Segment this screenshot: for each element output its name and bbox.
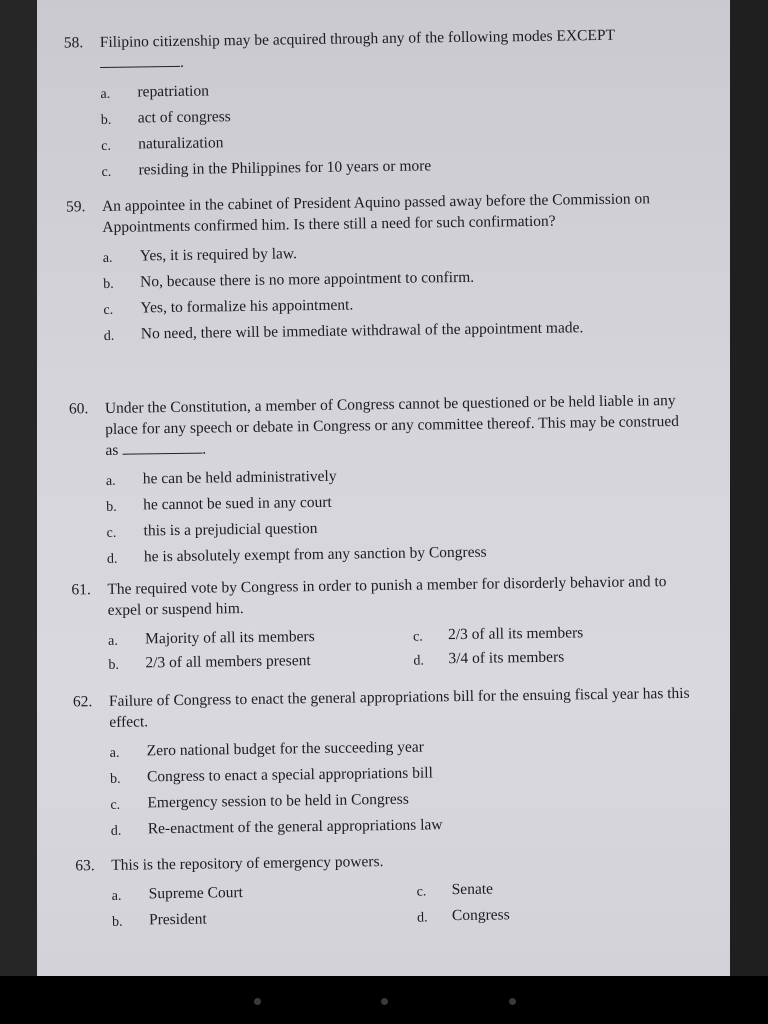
recents-dot-icon[interactable] xyxy=(509,998,516,1005)
option-text: repatriation xyxy=(137,82,210,101)
question-58 xyxy=(64,24,686,187)
option-text: naturalization xyxy=(138,134,224,153)
question-text: Under the Constitution, a member of Congress cannot be questioned or be held liable in any place for any speech or debate in Congress or any committee thereof. This may be construed as . xyxy=(104,391,680,459)
option-text: 3/4 of its members xyxy=(448,648,565,668)
option-letter: b. xyxy=(108,657,120,673)
answer-blank xyxy=(100,54,180,68)
option-letter: a. xyxy=(105,473,116,489)
option-text: Congress xyxy=(451,906,510,925)
option-letter: d. xyxy=(416,910,428,926)
option-letter: a. xyxy=(108,633,118,649)
option-letter: b. xyxy=(109,771,121,787)
option-letter: a. xyxy=(111,888,122,904)
option-text: Yes, to formalize his appointment. xyxy=(140,296,354,317)
option-text: Re-enactment of the general appropriations law xyxy=(147,816,443,838)
option-letter: b. xyxy=(111,914,123,930)
question-number: 61. xyxy=(71,581,91,599)
option-text: residing in the Philippines for 10 years or more xyxy=(138,157,432,179)
left-frame xyxy=(0,0,37,976)
option-letter: d. xyxy=(106,551,118,567)
option-letter: b. xyxy=(100,112,112,128)
option-text: President xyxy=(148,910,207,929)
question-number: 58. xyxy=(63,34,84,52)
question-number: 60. xyxy=(68,400,89,418)
home-dot-icon[interactable] xyxy=(381,998,388,1005)
question-number: 62. xyxy=(72,693,93,711)
option-text: Yes, it is required by law. xyxy=(139,245,298,265)
option-text: Zero national budget for the succeeding year xyxy=(146,738,424,760)
option-letter: c. xyxy=(412,629,423,645)
question-number: 63. xyxy=(75,857,95,875)
option-letter: c. xyxy=(101,138,112,154)
right-frame xyxy=(730,0,768,976)
question-text: An appointee in the cabinet of President Aquino passed away before the Commission on Appointments confirmed him. Is there still a need for such confirmation? xyxy=(101,190,651,236)
option-letter: c. xyxy=(416,884,427,900)
page-content xyxy=(37,0,730,976)
question-60 xyxy=(69,390,691,574)
option-text: act of congress xyxy=(137,108,231,127)
option-text: Majority of all its members xyxy=(144,628,315,648)
answer-blank xyxy=(122,441,202,455)
option-text: he is absolutely exempt from any sanction by Congress xyxy=(143,543,487,566)
option-letter: c. xyxy=(103,302,114,318)
option-text: Congress to enact a special appropriations bill xyxy=(146,764,433,786)
option-text: No, because there is no more appointment to confirm. xyxy=(139,268,475,291)
option-text: this is a prejudicial question xyxy=(143,519,318,540)
question-62 xyxy=(73,683,695,846)
option-text: Supreme Court xyxy=(148,884,244,903)
question-text: Failure of Congress to enact the general appropriations bill for the ensuing fiscal year has this effect. xyxy=(108,684,690,731)
back-dot-icon[interactable] xyxy=(254,998,261,1005)
option-letter: b. xyxy=(106,499,117,515)
question-61 xyxy=(71,571,692,678)
option-letter: d. xyxy=(103,328,115,344)
question-text: This is the repository of emergency powers. xyxy=(111,853,384,874)
option-letter: b. xyxy=(103,276,114,292)
option-letter: a. xyxy=(100,86,111,102)
option-text: he cannot be sued in any court xyxy=(143,493,332,514)
option-letter: a. xyxy=(109,745,120,761)
option-letter: c. xyxy=(101,164,112,180)
exam-paper xyxy=(37,0,730,976)
question-text: Filipino citizenship may be acquired through any of the following modes EXCEPT . xyxy=(99,26,615,71)
option xyxy=(104,316,689,370)
option-text: Senate xyxy=(451,880,494,899)
option-text: No need, there will be immediate withdrawal of the appointment made. xyxy=(140,319,584,343)
question-text: The required vote by Congress in order to punish a member for disorderly behavior and to expel or suspend him. xyxy=(107,573,667,619)
option-text: 2/3 of all members present xyxy=(145,652,311,672)
option-letter: c. xyxy=(106,525,117,541)
question-63 xyxy=(75,847,696,937)
option-letter: c. xyxy=(110,797,121,813)
option-letter: d. xyxy=(110,823,122,839)
option-letter: d. xyxy=(413,653,425,669)
option-text: he can be held administratively xyxy=(142,467,337,488)
question-59 xyxy=(66,188,688,371)
navigation-bar xyxy=(0,976,768,1024)
question-number: 59. xyxy=(65,198,86,216)
option-text: 2/3 of all its members xyxy=(447,624,584,644)
option-text: Emergency session to be held in Congress xyxy=(147,790,409,812)
option-letter: a. xyxy=(102,250,113,266)
